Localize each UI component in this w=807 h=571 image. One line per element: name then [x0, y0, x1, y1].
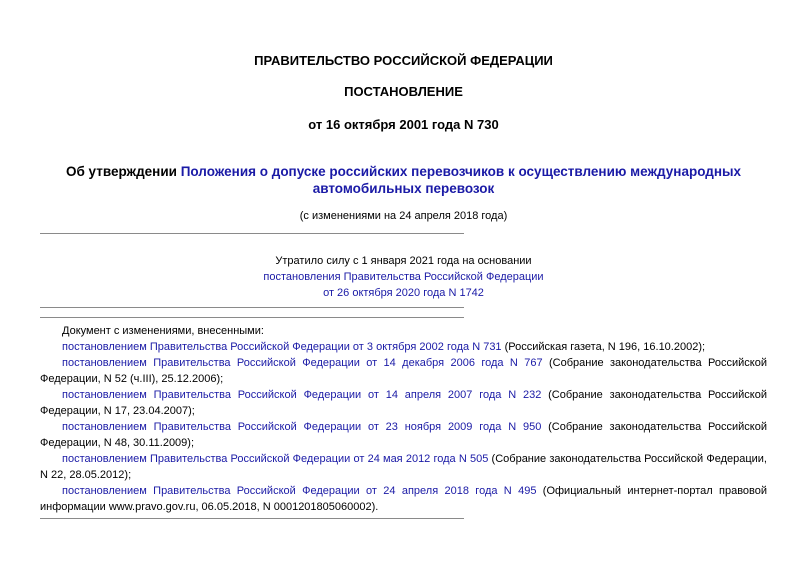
amendments-list: [40, 323, 767, 515]
amended-note: (с изменениями на 24 апреля 2018 года): [299, 210, 508, 222]
amendment-link[interactable]: постановлением Правительства Российской Федерации от 24 мая 2012 года N 505: [62, 453, 489, 465]
title-link[interactable]: Положения о допуске российских перевозчиков к осуществлению международных автомобильных перевозок: [180, 164, 742, 196]
amendment-source: (Собрание законодательства Российской Федерации, N 17, 23.04.2007);: [40, 389, 767, 417]
amendment-source: (Российская газета, N 196, 16.10.2002);: [501, 341, 706, 353]
amendment-link[interactable]: постановлением Правительства Российской Федерации от 3 октября 2002 года N 731: [62, 341, 502, 353]
list-item: [40, 451, 767, 483]
list-item: [40, 387, 767, 419]
expired-link-line1[interactable]: постановления Правительства Российской Федерации: [263, 271, 544, 283]
expired-block: [0, 253, 807, 301]
document-title: [40, 163, 767, 197]
amendment-source: (Собрание законодательства Российской Федерации, N 22, 28.05.2012);: [40, 453, 767, 481]
expired-text: Утратило силу с 1 января 2021 года на основании: [275, 255, 532, 267]
date-number-heading: от 16 октября 2001 года N 730: [308, 117, 499, 132]
list-item: [40, 355, 767, 387]
divider: [40, 317, 464, 318]
list-item: [40, 339, 767, 355]
list-item: [40, 419, 767, 451]
list-item: [40, 483, 767, 515]
divider: [40, 518, 464, 519]
amendments-intro: Документ с изменениями, внесенными:: [62, 325, 264, 337]
amendment-link[interactable]: постановлением Правительства Российской Федерации от 14 декабря 2006 года N 767: [62, 357, 543, 369]
amendment-link[interactable]: постановлением Правительства Российской Федерации от 14 апреля 2007 года N 232: [62, 389, 542, 401]
title-prefix: Об утверждении: [65, 164, 181, 179]
amendment-link[interactable]: постановлением Правительства Российской Федерации от 24 апреля 2018 года N 495: [62, 485, 537, 497]
amendment-source: (Собрание законодательства Российской Федерации, N 48, 30.11.2009);: [40, 421, 767, 449]
government-heading: ПРАВИТЕЛЬСТВО РОССИЙСКОЙ ФЕДЕРАЦИИ: [254, 53, 553, 68]
divider: [40, 307, 464, 308]
divider: [40, 233, 464, 234]
amendment-link[interactable]: постановлением Правительства Российской Федерации от 23 ноября 2009 года N 950: [62, 421, 542, 433]
amendment-source: (Собрание законодательства Российской Федерации, N 52 (ч.III), 25.12.2006);: [40, 357, 767, 385]
expired-link-line2[interactable]: от 26 октября 2020 года N 1742: [323, 287, 484, 299]
amendment-source: (Официальный интернет-портал правовой информации www.pravo.gov.ru, 06.05.2018, N 0001201805060002).: [40, 485, 768, 513]
document-type-heading: ПОСТАНОВЛЕНИЕ: [344, 84, 463, 99]
